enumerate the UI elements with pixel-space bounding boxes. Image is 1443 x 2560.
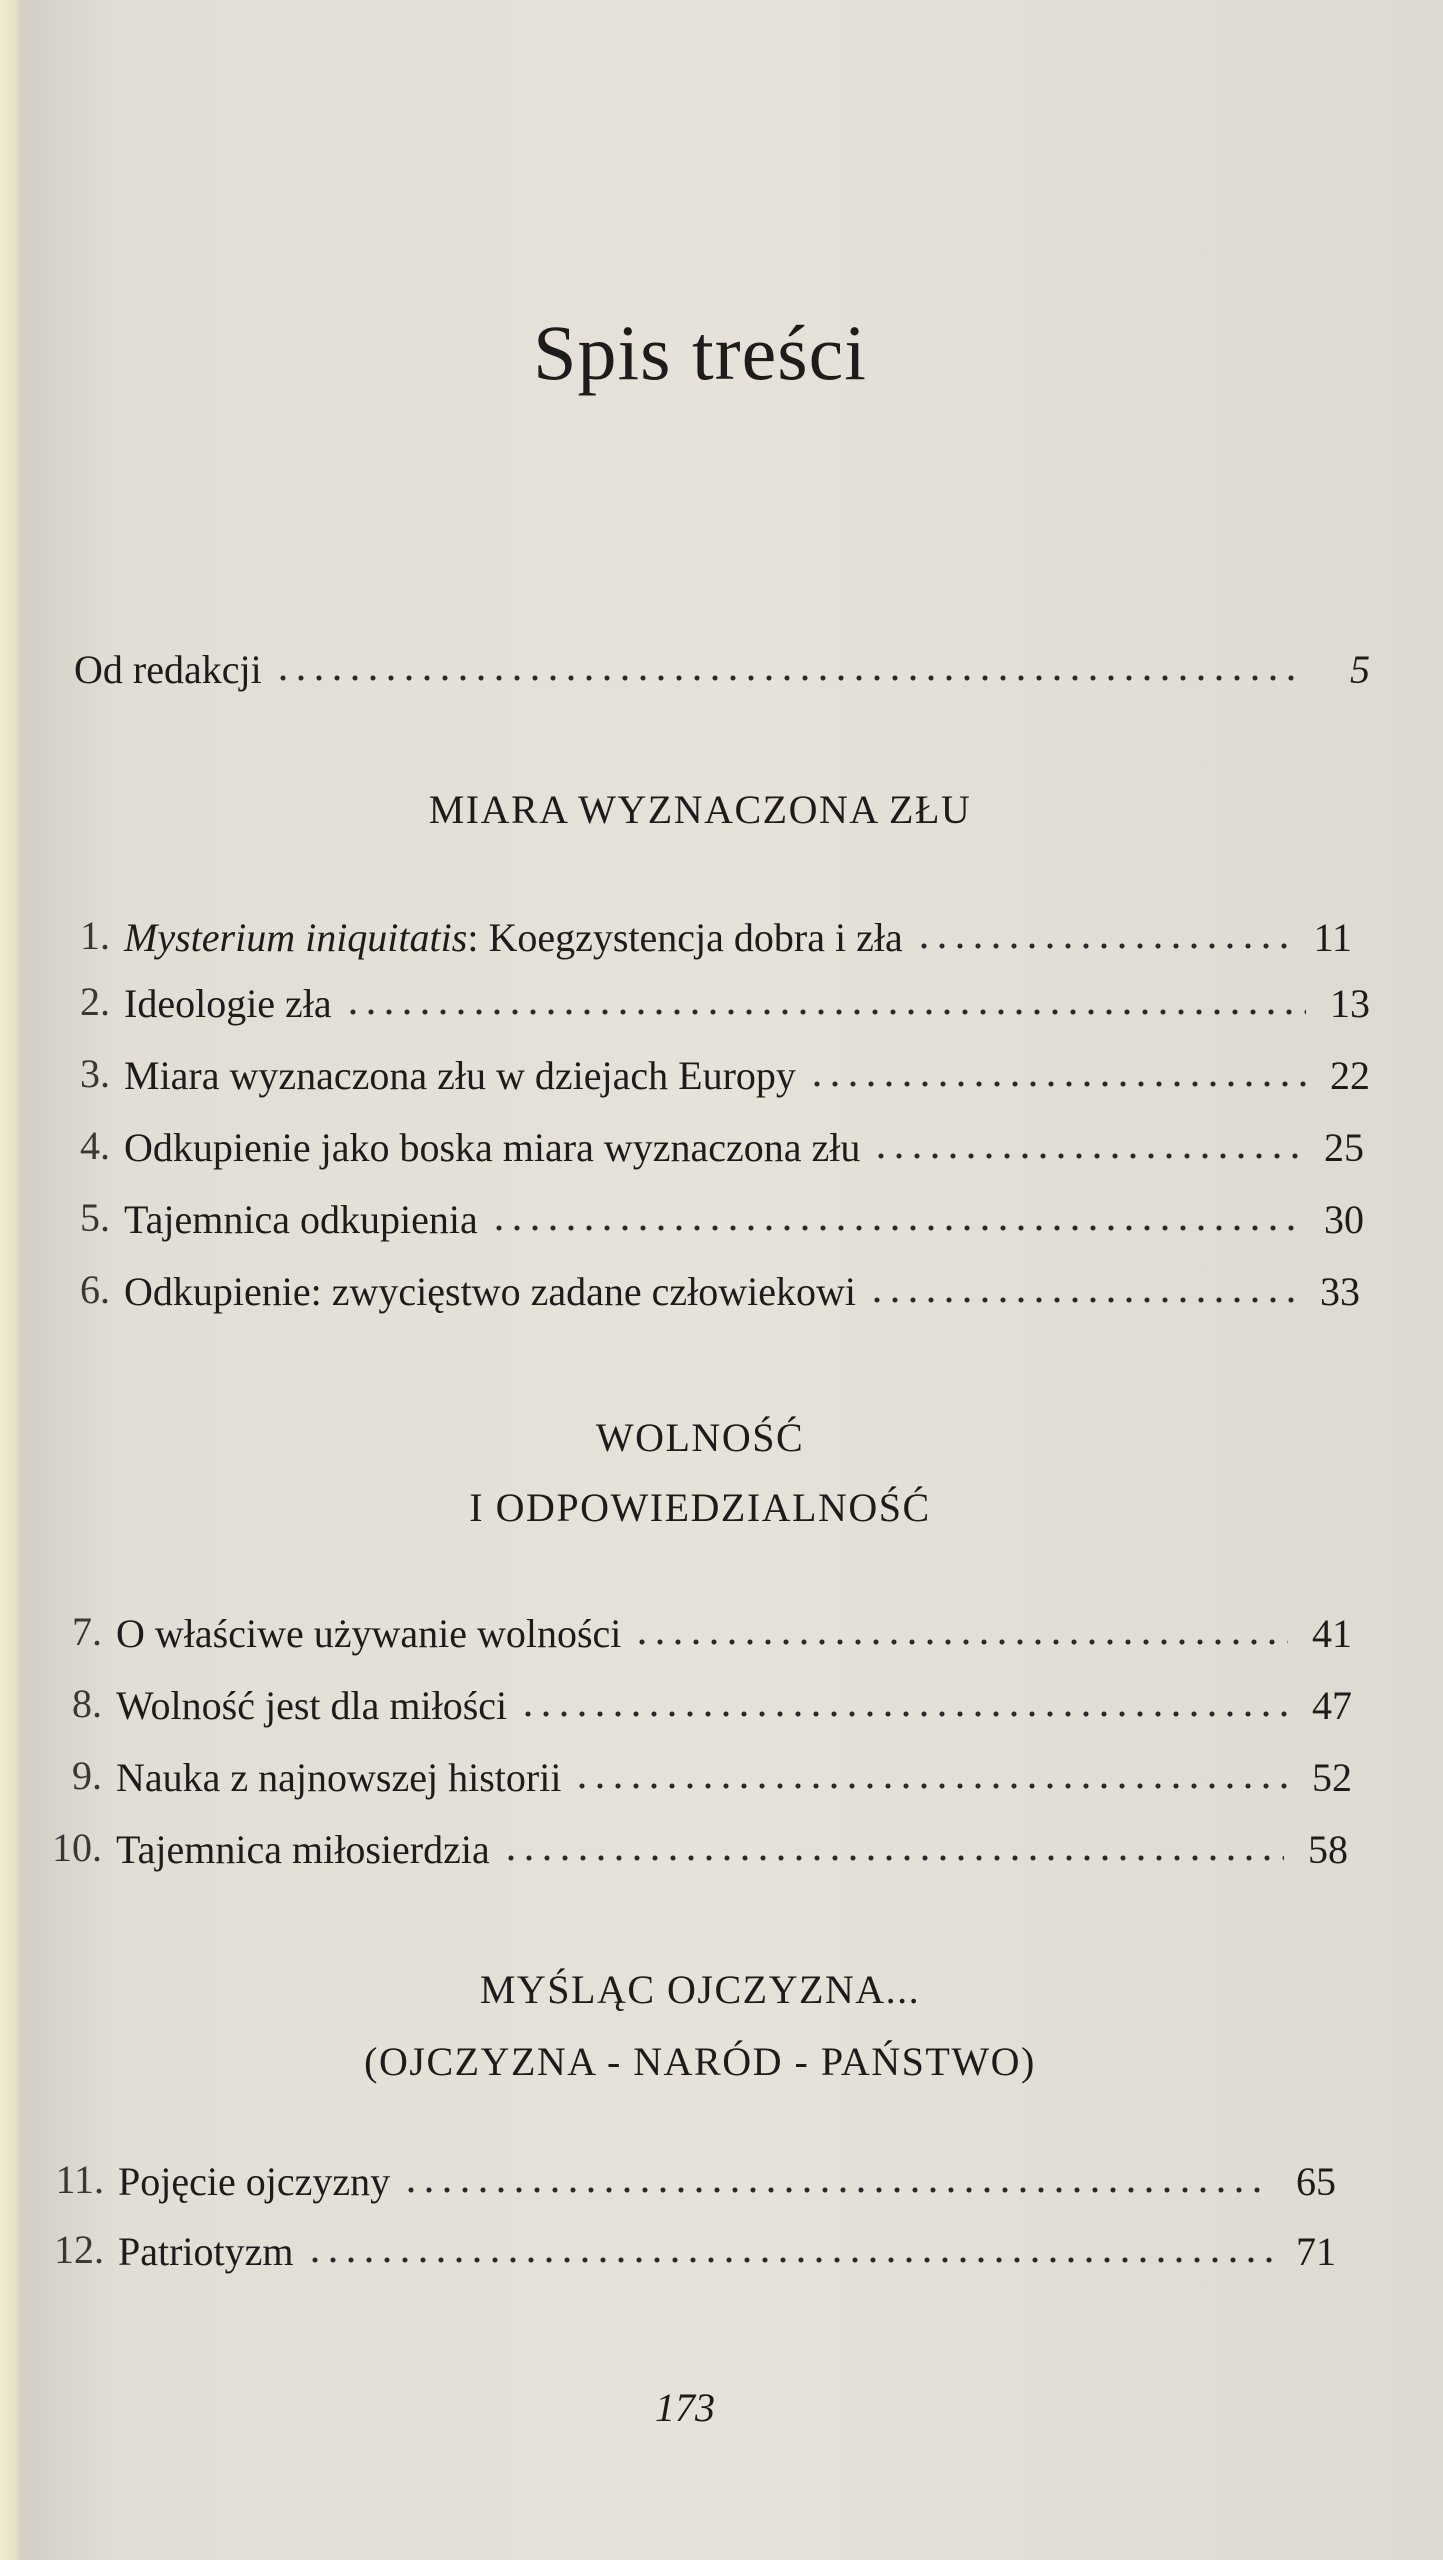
- toc-entry-label: Tajemnica odkupienia: [124, 1197, 478, 1242]
- dot-leader: [490, 1223, 1300, 1233]
- toc-entry-page: 47: [1312, 1683, 1352, 1728]
- toc-entry-label: Ideologie zła: [124, 981, 332, 1026]
- page-title: Spis treści: [533, 309, 867, 396]
- toc-entry: [72, 1681, 1352, 1729]
- toc-entry: [80, 1123, 1364, 1171]
- toc-entry-page: 52: [1312, 1755, 1352, 1800]
- toc-entry-page: 13: [1330, 981, 1370, 1026]
- toc-entry-number: 12.: [54, 2227, 104, 2272]
- dot-leader: [573, 1781, 1288, 1791]
- dot-leader: [868, 1295, 1296, 1305]
- toc-entry-page: 58: [1308, 1827, 1348, 1872]
- toc-entry: [55, 2157, 1336, 2205]
- toc-entry-page: 41: [1312, 1611, 1352, 1656]
- toc-entry-page: 71: [1296, 2229, 1336, 2274]
- toc-entry-number: 4.: [80, 1123, 110, 1168]
- toc-entry-number: 9.: [72, 1753, 102, 1798]
- toc-entry-label: Miara wyznaczona złu w dziejach Europy: [124, 1053, 796, 1098]
- section-heading: MYŚLĄC OJCZYZNA...: [479, 1967, 921, 2012]
- toc-entry-page: 5: [1350, 647, 1370, 692]
- toc-entry-label: Odkupienie: zwycięstwo zadane człowiekowi: [124, 1269, 856, 1314]
- dot-leader: [633, 1637, 1288, 1647]
- section-heading: MIARA WYZNACZONA ZŁU: [428, 787, 972, 832]
- toc-entry-intro: [74, 646, 1370, 693]
- toc-entry: [52, 1825, 1348, 1873]
- section-heading: (OJCZYZNA - NARÓD - PAŃSTWO): [364, 2039, 1036, 2084]
- toc-entry: [54, 2227, 1336, 2275]
- dot-leader: [502, 1853, 1284, 1863]
- toc-entry: [72, 1753, 1352, 1801]
- toc-entry-number: 6.: [80, 1267, 110, 1312]
- toc-entry-page: 65: [1296, 2159, 1336, 2204]
- toc-entry-number: 11.: [55, 2157, 104, 2202]
- toc-entry-number: 1.: [80, 913, 110, 958]
- toc-entry-page: 30: [1324, 1197, 1364, 1242]
- toc-entry-number: 2.: [80, 979, 110, 1024]
- toc-entry-number: 8.: [72, 1681, 102, 1726]
- toc-entry-page: 33: [1320, 1269, 1360, 1314]
- toc-entry: [80, 1195, 1364, 1243]
- dot-leader: [306, 2255, 1272, 2265]
- toc-entry-label: Mysterium iniquitatis: Koegzystencja dobra i zła: [124, 915, 903, 960]
- toc-entry-label: Odkupienie jako boska miara wyznaczona złu: [124, 1125, 861, 1170]
- toc-entry: [80, 1267, 1360, 1315]
- page-number: 173: [655, 2385, 715, 2430]
- toc-entry-number: 3.: [80, 1051, 110, 1096]
- toc-entry-label: Od redakcji: [74, 647, 262, 692]
- toc-entry-label: Tajemnica miłosierdzia: [116, 1827, 490, 1872]
- toc-entry-number: 5.: [80, 1195, 110, 1240]
- section-heading: I ODPOWIEDZIALNOŚĆ: [469, 1485, 931, 1530]
- toc-entry-label: Pojęcie ojczyzny: [118, 2159, 391, 2204]
- dot-leader: [519, 1709, 1288, 1719]
- toc-entry: [72, 1609, 1352, 1657]
- dot-leader: [915, 941, 1288, 951]
- toc-entry: [80, 1051, 1370, 1099]
- toc-entry: [80, 913, 1352, 961]
- toc-entry-number: 10.: [52, 1825, 102, 1870]
- toc-entry: [80, 979, 1370, 1027]
- toc-entry-page: 11: [1313, 915, 1352, 960]
- dot-leader: [808, 1079, 1306, 1089]
- toc-entry-label: Patriotyzm: [118, 2229, 294, 2274]
- dot-leader: [344, 1007, 1306, 1017]
- toc-entry-label: Nauka z najnowszej historii: [116, 1755, 562, 1800]
- toc-entry-number: 7.: [72, 1609, 102, 1654]
- dot-leader: [274, 673, 1306, 683]
- dot-leader: [402, 2185, 1272, 2195]
- dot-leader: [872, 1151, 1300, 1161]
- toc-entry-page: 25: [1324, 1125, 1364, 1170]
- toc-entry-label: O właściwe używanie wolności: [116, 1611, 622, 1656]
- toc-entry-page: 22: [1330, 1053, 1370, 1098]
- section-heading: WOLNOŚĆ: [595, 1415, 805, 1460]
- toc-entry-label: Wolność jest dla miłości: [116, 1683, 508, 1728]
